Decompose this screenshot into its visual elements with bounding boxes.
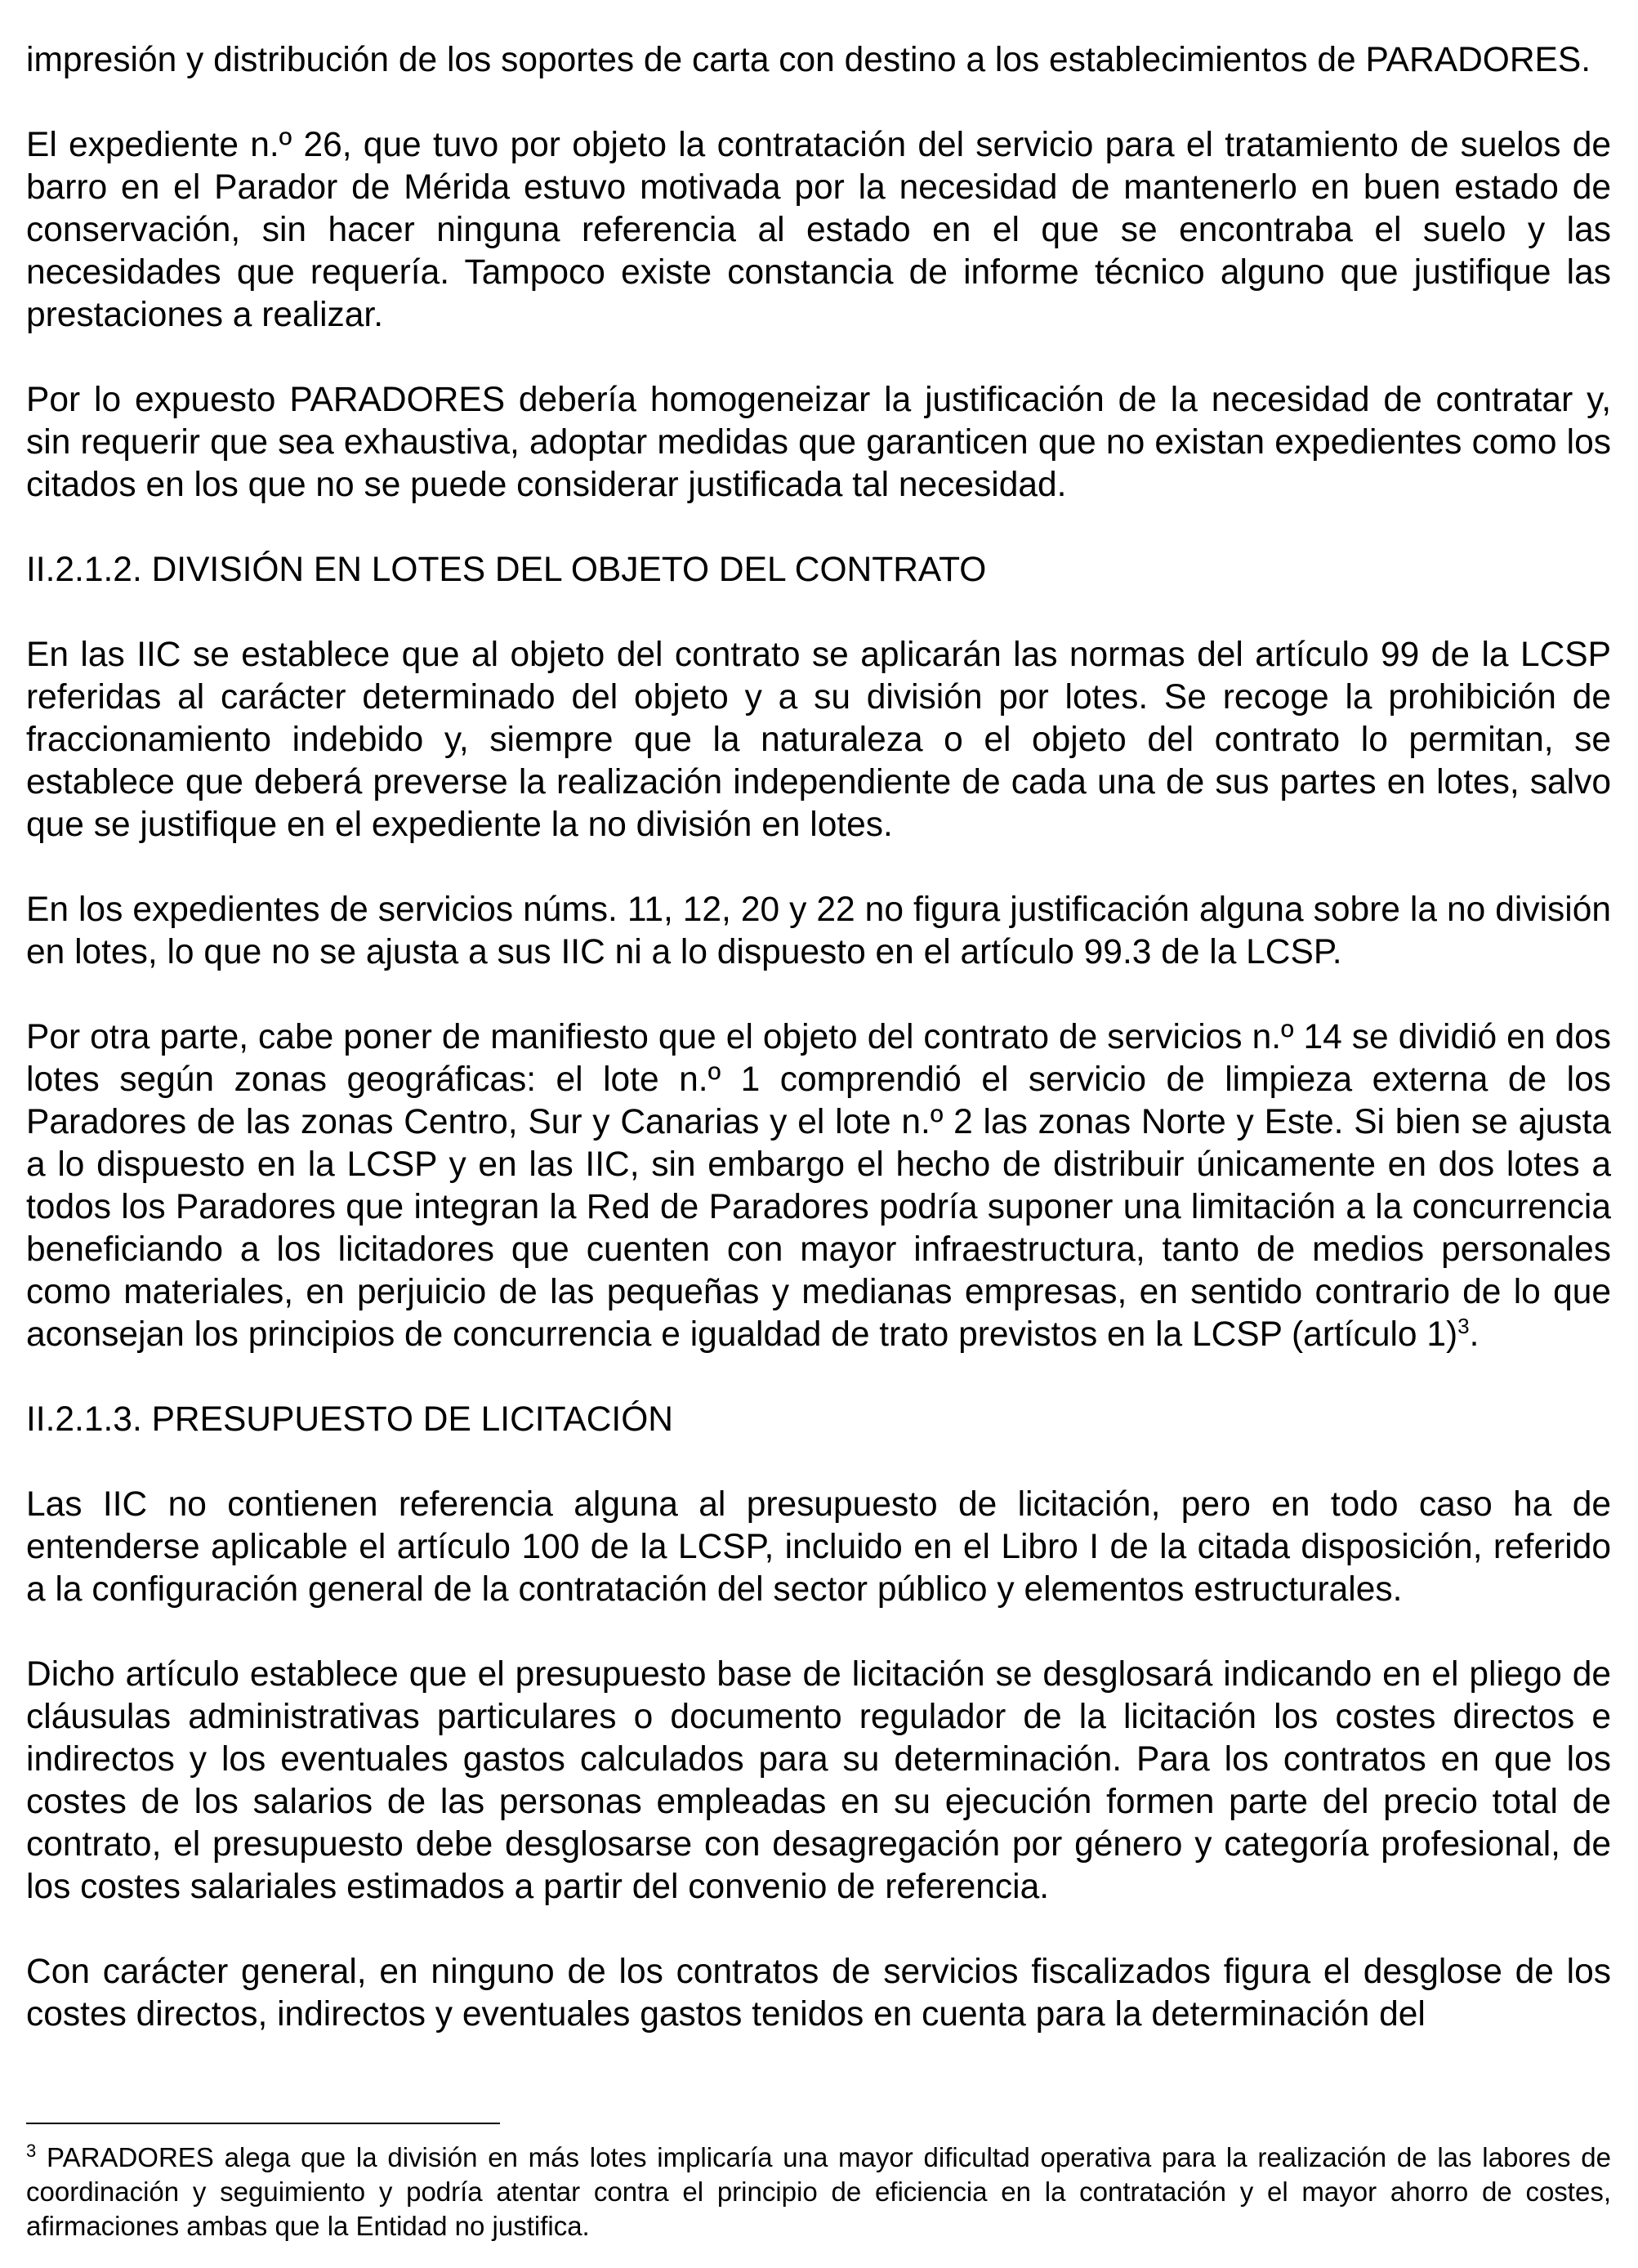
footnote-reference: 3 bbox=[1457, 1313, 1470, 1338]
paragraph-text: Por otra parte, cabe poner de manifiesto que el objeto del contrato de servicios n.º 14 se dividió en dos lotes según zonas geográficas: el lote n.º 1 comprendió el servicio de limpieza externa de los Paradores de las zonas Centro, Sur y Canarias y el lote n.º 2 las zonas Norte y Este. Si bien se ajusta a lo dispuesto en la LCSP y en las IIC, sin embargo el hecho de distribuir únicamente en dos lotes a todos los Paradores que integran la Red de Paradores podría suponer una limitación a la concurrencia beneficiando a los licitadores que cuenten con mayor infraestructura, tanto de medios personales como materiales, en perjuicio de las pequeñas y medianas empresas, en sentido contrario de lo que aconsejan los principios de concurrencia e igualdad de trato previstos en la LCSP (artículo 1) bbox=[26, 1018, 1611, 1354]
document-body bbox=[26, 39, 1611, 2036]
paragraph-end: . bbox=[1469, 1315, 1480, 1354]
footnote-separator bbox=[26, 2123, 500, 2124]
paragraph: El expediente n.º 26, que tuvo por objeto la contratación del servicio para el tratamiento de suelos de barro en el Parador de Mérida estuvo motivada por la necesidad de mantenerlo en buen estado de conservación, sin hacer ninguna referencia al estado en el que se encontraba el suelo y las necesidades que requería. Tampoco existe constancia de informe técnico alguno que justifique las prestaciones a realizar. bbox=[26, 126, 1611, 334]
paragraph: En los expedientes de servicios núms. 11, 12, 20 y 22 no figura justificación alguna sobre la no división en lotes, lo que no se ajusta a sus IIC ni a lo dispuesto en el artículo 99.3 de la LCSP. bbox=[26, 891, 1611, 971]
section-heading: II.2.1.2. DIVISIÓN EN LOTES DEL OBJETO DEL CONTRATO bbox=[26, 551, 987, 589]
paragraph: En las IIC se establece que al objeto del contrato se aplicarán las normas del artículo 99 de la LCSP referidas al carácter determinado del objeto y a su división por lotes. Se recoge la prohibición de fraccionamiento indebido y, siempre que la naturaleza o el objeto del contrato lo permitan, se establece que deberá preverse la realización independiente de cada una de sus partes en lotes, salvo que se justifique en el expediente la no división en lotes. bbox=[26, 636, 1611, 844]
paragraph: Por lo expuesto PARADORES debería homogeneizar la justificación de la necesidad de contratar y, sin requerir que sea exhaustiva, adoptar medidas que garanticen que no existan expedientes como los citados en los que no se puede considerar justificada tal necesidad. bbox=[26, 381, 1611, 504]
paragraph: impresión y distribución de los soportes de carta con destino a los establecimientos de PARADORES. bbox=[26, 41, 1591, 79]
paragraph: Con carácter general, en ninguno de los contratos de servicios fiscalizados figura el desglose de los costes directos, indirectos y eventuales gastos tenidos en cuenta para la determinación del bbox=[26, 1953, 1611, 2034]
footnote bbox=[26, 2141, 1611, 2243]
paragraph: Las IIC no contienen referencia alguna al presupuesto de licitación, pero en todo caso ha de entenderse aplicable el artículo 100 de la LCSP, incluido en el Libro I de la citada disposición, referido a la configuración general de la contratación del sector público y elementos estructurales. bbox=[26, 1485, 1611, 1609]
section-heading: II.2.1.3. PRESUPUESTO DE LICITACIÓN bbox=[26, 1400, 673, 1439]
paragraph: Dicho artículo establece que el presupuesto base de licitación se desglosará indicando en el pliego de cláusulas administrativas particulares o documento regulador de la licitación los costes directos e indirectos y los eventuales gastos calculados para su determinación. Para los contratos en que los costes de los salarios de las personas empleadas en su ejecución formen parte del precio total de contrato, el presupuesto debe desglosarse con desagregación por género y categoría profesional, de los costes salariales estimados a partir del convenio de referencia. bbox=[26, 1655, 1611, 1906]
paragraph-with-footnote-ref bbox=[26, 1016, 1611, 1356]
footnote-text: PARADORES alega que la división en más lotes implicaría una mayor dificultad operativa para la realización de las labores de coordinación y seguimiento y podría atentar contra el principio de eficiencia en la contratación y el mayor ahorro de costes, afirmaciones ambas que la Entidad no justifica. bbox=[26, 2142, 1611, 2241]
footnote-number: 3 bbox=[26, 2141, 37, 2161]
